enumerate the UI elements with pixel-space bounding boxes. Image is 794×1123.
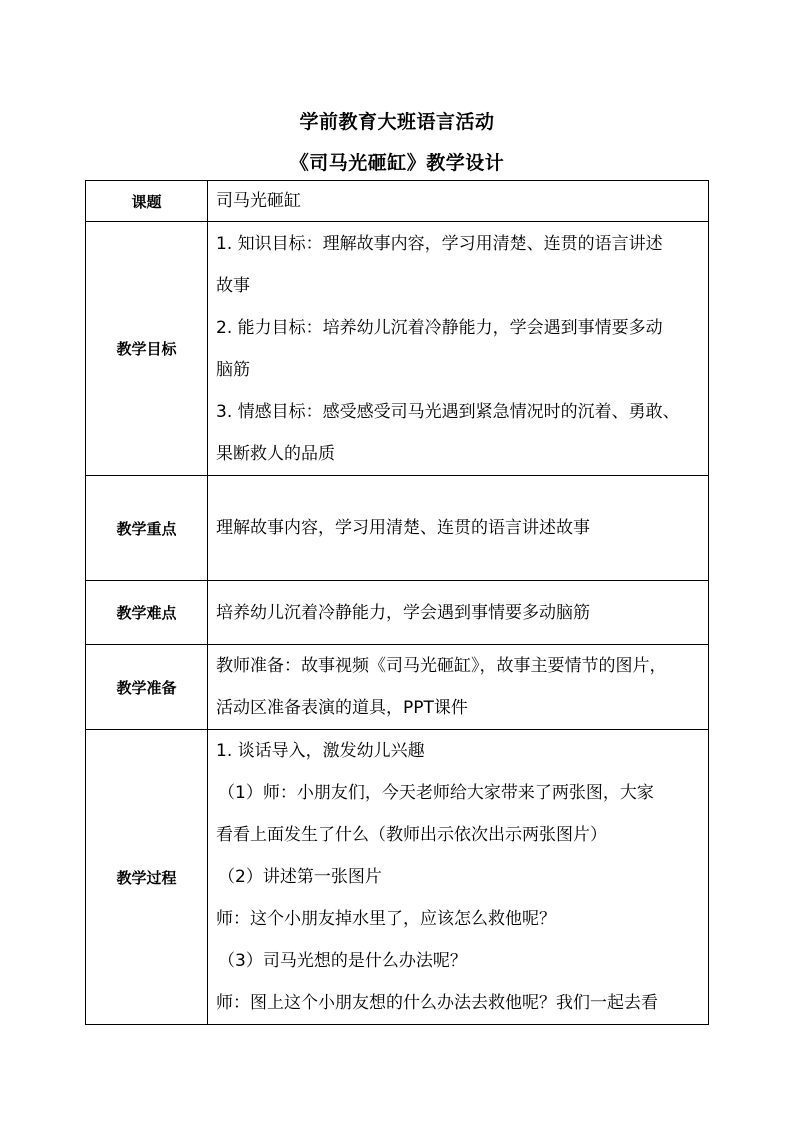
table-row-topic (86, 181, 709, 222)
goals-line: 1. 知识目标：理解故事内容，学习用清楚、连贯的语言讲述 (216, 233, 663, 254)
process-label: 教学过程 (86, 730, 208, 1025)
goals-line: 3. 情感目标：感受感受司马光遇到紧急情况时的沉着、勇敢、 (216, 401, 680, 422)
table-row-key-points (86, 476, 709, 581)
key-points-value: 理解故事内容，学习用清楚、连贯的语言讲述故事 (208, 476, 709, 581)
document-title: 学前教育大班语言活动 (299, 111, 495, 133)
topic-label: 课题 (86, 181, 208, 222)
process-line: （2）讲述第一张图片 (218, 867, 382, 887)
preparation-content (208, 645, 709, 730)
process-line: 看看上面发生了什么（教师出示依次出示两张图片） (216, 825, 607, 845)
document-subtitle: 《司马光砸缸》教学设计 (289, 152, 505, 174)
difficulties-value: 培养幼儿沉着冷静能力，学会遇到事情要多动脑筋 (208, 581, 709, 645)
process-line: （3）司马光想的是什么办法呢？ (218, 951, 467, 971)
goals-line: 故事 (216, 275, 250, 296)
process-line: 师：这个小朋友掉水里了，应该怎么救他呢？ (216, 909, 556, 929)
goals-line: 脑筋 (216, 359, 250, 380)
preparation-label: 教学准备 (86, 645, 208, 730)
goals-line: 2. 能力目标：培养幼儿沉着冷静能力，学会遇到事情要多动 (216, 317, 663, 338)
goals-content (208, 222, 709, 476)
preparation-line: 活动区准备表演的道具，PPT课件 (216, 698, 468, 718)
process-content (208, 730, 709, 1025)
goals-line: 果断救人的品质 (216, 443, 335, 464)
topic-value: 司马光砸缸 (208, 181, 709, 222)
table-row-process (86, 730, 709, 1025)
process-line: 师：图上这个小朋友想的什么办法去救他呢？我们一起去看 (216, 993, 658, 1013)
key-points-label: 教学重点 (86, 476, 208, 581)
table-row-goals (86, 222, 709, 476)
table-row-preparation (86, 645, 709, 730)
preparation-line: 教师准备：故事视频《司马光砸缸》，故事主要情节的图片， (216, 656, 667, 676)
process-line: 1. 谈话导入，激发幼儿兴趣 (216, 741, 425, 761)
lesson-plan-table (85, 180, 709, 1025)
goals-label: 教学目标 (86, 222, 208, 476)
table-row-difficulties (86, 581, 709, 645)
process-line: （1）师：小朋友们，今天老师给大家带来了两张图，大家 (218, 783, 654, 803)
difficulties-label: 教学难点 (86, 581, 208, 645)
